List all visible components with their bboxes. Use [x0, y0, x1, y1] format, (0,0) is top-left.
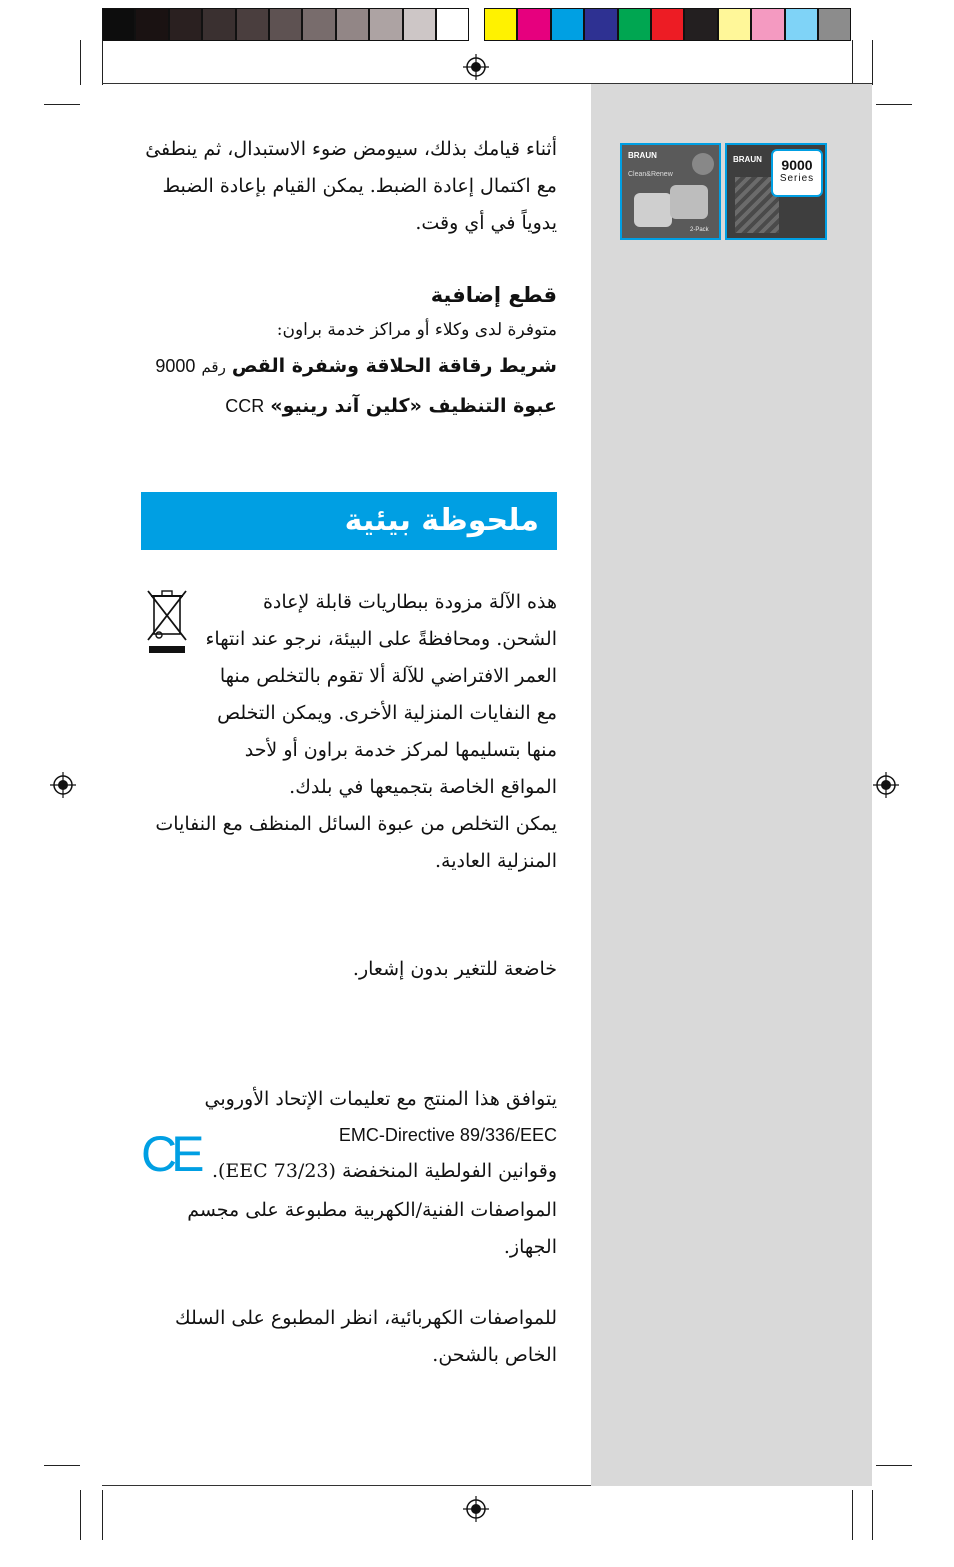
- change-notice: خاضعة للتغير بدون إشعار.: [352, 958, 557, 980]
- series-badge: [771, 149, 823, 197]
- gray-sidebar: [591, 84, 872, 1486]
- series-number: 9000: [781, 157, 813, 173]
- pack-brand: BRAUN: [628, 151, 657, 160]
- spare-part-foil-suffix: رقم: [201, 358, 226, 376]
- pack-name: Clean&Renew: [628, 171, 673, 178]
- spare-parts-intro: متوفرة لدى وكلاء أو مراكز خدمة براون:: [276, 320, 557, 340]
- crop-mark: [44, 1465, 80, 1466]
- crop-mark: [852, 40, 853, 85]
- gray-swatch: [102, 8, 135, 41]
- registration-mark-icon: [873, 772, 899, 798]
- environmental-note-heading: ملحوظة بيئية: [141, 492, 557, 550]
- gray-swatch: [169, 8, 202, 41]
- emc-directive: EMC-Directive 89/336/EEC: [338, 1125, 557, 1145]
- color-swatch: [818, 8, 851, 41]
- crop-mark: [872, 40, 873, 85]
- registration-mark-icon: [463, 54, 489, 80]
- gray-swatch: [236, 8, 269, 41]
- color-swatch: [651, 8, 684, 41]
- color-swatch: [517, 8, 550, 41]
- ce-mark-icon: CE: [141, 1126, 199, 1182]
- color-swatch: [618, 8, 651, 41]
- spare-part-cleaner: [225, 395, 557, 417]
- compliance-line-3: وقوانين الفولطية المنخفضة (73/23 EEC).: [211, 1160, 557, 1182]
- crop-mark: [102, 1490, 103, 1540]
- spare-part-cleaner-code: CCR: [225, 396, 265, 416]
- spare-part-cleaner-name: عبوة التنظيف «كلين آند رينيو»: [270, 395, 557, 417]
- pack-badge: [692, 153, 714, 175]
- color-swatch: [484, 8, 517, 41]
- pack-count: 2-Pack: [690, 227, 709, 233]
- pack-brand: BRAUN: [733, 155, 762, 164]
- crop-mark: [102, 40, 103, 85]
- color-swatch: [718, 8, 751, 41]
- spare-part-foil-code: 9000: [155, 356, 196, 376]
- color-swatch: [785, 8, 818, 41]
- foil-cutter-pack-image: [725, 143, 827, 240]
- compliance-specs: المواصفات الفنية/الكهربية مطبوعة على مجسم الجهاز.: [187, 1199, 557, 1258]
- cartridge-shape: [634, 193, 672, 227]
- crop-mark: [80, 40, 81, 85]
- gray-swatch: [403, 8, 436, 41]
- compliance-line-1: يتوافق هذا المنتج مع تعليمات الإتحاد الأوروبي: [204, 1088, 557, 1110]
- crop-mark: [876, 104, 912, 105]
- spare-part-foil: [155, 355, 557, 377]
- crop-mark: [876, 1465, 912, 1466]
- gray-swatch: [369, 8, 402, 41]
- gray-swatch: [302, 8, 335, 41]
- electrical-specs-note: للمواصفات الكهربائية، انظر المطبوع على السلك الخاص بالشحن.: [175, 1307, 557, 1366]
- registration-mark-icon: [50, 772, 76, 798]
- crop-mark: [852, 1490, 853, 1540]
- gray-swatch: [135, 8, 168, 41]
- color-swatch: [584, 8, 617, 41]
- spare-part-foil-name: شريط رقاقة الحلاقة وشفرة القص: [231, 355, 557, 377]
- gray-swatch: [436, 8, 469, 41]
- crop-mark: [872, 1490, 873, 1540]
- color-swatch: [751, 8, 784, 41]
- color-swatch: [551, 8, 584, 41]
- environmental-paragraph-cleaner: يمكن التخلص من عبوة السائل المنظف مع النفايات المنزلية العادية.: [155, 813, 557, 872]
- intro-paragraph: أثناء قيامك بذلك، سيومض ضوء الاستبدال، ثم ينطفئ مع اكتمال إعادة الضبط. يمكن القيام بإعادة الضبط يدوياً في أي وقت.: [145, 138, 557, 234]
- series-label: Series: [779, 173, 815, 184]
- cartridge-shape: [670, 185, 708, 219]
- crossed-out-wheelie-bin-icon: [145, 588, 189, 656]
- crop-mark: [44, 104, 80, 105]
- spare-parts-title: قطع إضافية: [430, 283, 557, 307]
- gray-swatch: [336, 8, 369, 41]
- clean-renew-pack-image: [620, 143, 721, 240]
- gray-swatch: [269, 8, 302, 41]
- crop-mark: [80, 1490, 81, 1540]
- environmental-paragraph-batteries: هذه الآلة مزودة ببطاريات قابلة لإعادة الشحن. ومحافظةً على البيئة، نرجو عند انتهاء العمر الافتراضي للآلة ألا تقوم بالتخلص منها مع النفايات المنزلية الأخرى. ويمكن التخلص منها بتسليمها لمركز خدمة براون أو لأحد المواقع الخاصة بتجميعها في بلدك.: [205, 591, 557, 798]
- color-swatch: [684, 8, 717, 41]
- gray-swatch: [202, 8, 235, 41]
- registration-mark-icon: [463, 1496, 489, 1522]
